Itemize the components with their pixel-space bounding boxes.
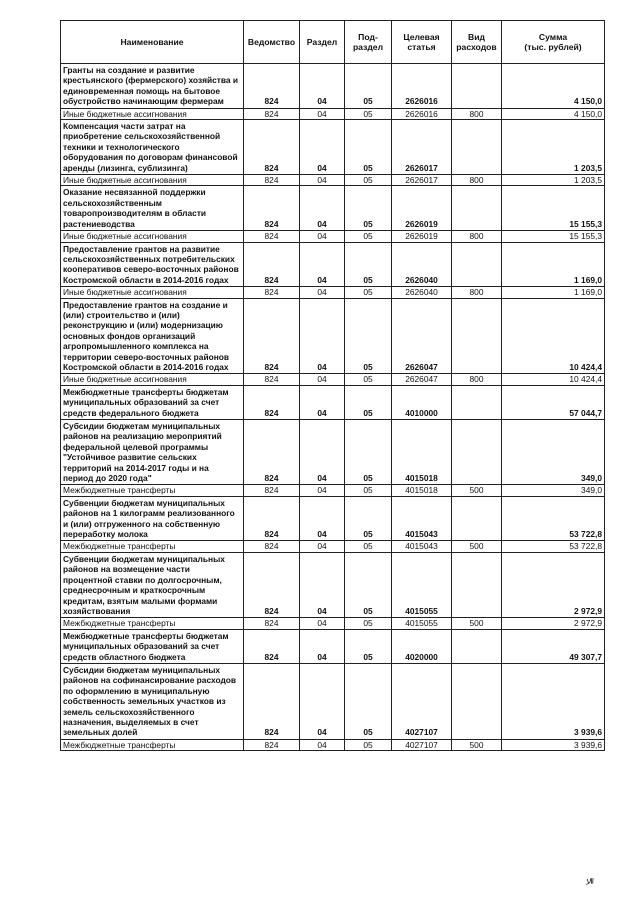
cell-subsection: 05	[345, 175, 392, 186]
cell-target: 4015043	[392, 541, 452, 552]
cell-dept: 824	[244, 64, 300, 109]
cell-dept: 824	[244, 618, 300, 629]
cell-subsection: 05	[345, 120, 392, 175]
table-row	[61, 186, 605, 231]
cell-dept: 824	[244, 739, 300, 750]
cell-subsection: 05	[345, 385, 392, 419]
header-type: Вид расходов	[452, 21, 502, 64]
cell-section: 04	[300, 186, 345, 231]
cell-section: 04	[300, 485, 345, 496]
cell-dept: 824	[244, 541, 300, 552]
cell-name: Иные бюджетные ассигнования	[61, 108, 244, 119]
cell-dept: 824	[244, 385, 300, 419]
table-row	[61, 552, 605, 617]
cell-target: 2626040	[392, 287, 452, 298]
cell-subsection: 05	[345, 618, 392, 629]
cell-sum: 57 044,7	[502, 385, 605, 419]
cell-dept: 824	[244, 374, 300, 385]
cell-subsection: 05	[345, 64, 392, 109]
cell-name: Иные бюджетные ассигнования	[61, 175, 244, 186]
cell-dept: 824	[244, 298, 300, 374]
cell-name: Гранты на создание и развитие крестьянского (фермерского) хозяйства и единовременная помощь на бытовое обустройство начинающим фермерам	[61, 64, 244, 109]
cell-subsection: 05	[345, 552, 392, 617]
cell-target: 2626016	[392, 108, 452, 119]
cell-target: 4015043	[392, 496, 452, 541]
cell-target: 4015055	[392, 618, 452, 629]
cell-target: 2626047	[392, 374, 452, 385]
cell-section: 04	[300, 175, 345, 186]
cell-dept: 824	[244, 108, 300, 119]
cell-section: 04	[300, 298, 345, 374]
cell-sum: 15 155,3	[502, 186, 605, 231]
header-section: Раздел	[300, 21, 345, 64]
cell-target: 2626016	[392, 64, 452, 109]
cell-target: 2626017	[392, 120, 452, 175]
cell-sum: 10 424,4	[502, 374, 605, 385]
cell-name: Межбюджетные трансферты	[61, 541, 244, 552]
cell-subsection: 05	[345, 739, 392, 750]
cell-name: Субсидии бюджетам муниципальных районов на реализацию мероприятий федеральной целевой программы "Устойчивое развитие сельских территорий на 2014-2017 годы и на период до 2020 года"	[61, 420, 244, 485]
table-row	[61, 108, 605, 119]
cell-target: 4020000	[392, 629, 452, 663]
cell-type	[452, 629, 502, 663]
cell-type	[452, 420, 502, 485]
cell-sum: 53 722,8	[502, 541, 605, 552]
cell-section: 04	[300, 618, 345, 629]
cell-dept: 824	[244, 242, 300, 287]
cell-name: Межбюджетные трансферты	[61, 618, 244, 629]
cell-dept: 824	[244, 231, 300, 242]
cell-target: 2626047	[392, 298, 452, 374]
cell-dept: 824	[244, 186, 300, 231]
cell-sum: 3 939,6	[502, 663, 605, 739]
cell-sum: 2 972,9	[502, 618, 605, 629]
cell-type	[452, 298, 502, 374]
cell-subsection: 05	[345, 287, 392, 298]
cell-section: 04	[300, 242, 345, 287]
cell-subsection: 05	[345, 420, 392, 485]
cell-subsection: 05	[345, 231, 392, 242]
cell-section: 04	[300, 374, 345, 385]
cell-dept: 824	[244, 175, 300, 186]
cell-sum: 1 203,5	[502, 175, 605, 186]
cell-type	[452, 242, 502, 287]
cell-name: Межбюджетные трансферты	[61, 739, 244, 750]
cell-name: Иные бюджетные ассигнования	[61, 374, 244, 385]
cell-subsection: 05	[345, 374, 392, 385]
cell-subsection: 05	[345, 485, 392, 496]
cell-target: 4015018	[392, 420, 452, 485]
cell-name: Предоставление грантов на развитие сельскохозяйственных потребительских кооперативов северо-восточных районов Костромской области в 2014-2016 годах	[61, 242, 244, 287]
cell-type: 500	[452, 541, 502, 552]
budget-table	[60, 20, 605, 751]
header-target: Целевая статья	[392, 21, 452, 64]
cell-dept: 824	[244, 552, 300, 617]
cell-sum: 15 155,3	[502, 231, 605, 242]
cell-subsection: 05	[345, 629, 392, 663]
cell-name: Межбюджетные трансферты бюджетам муниципальных образований за счет средств областного бюджета	[61, 629, 244, 663]
cell-dept: 824	[244, 120, 300, 175]
cell-type: 500	[452, 485, 502, 496]
cell-sum: 4 150,0	[502, 64, 605, 109]
cell-section: 04	[300, 120, 345, 175]
cell-type	[452, 385, 502, 419]
table-row	[61, 287, 605, 298]
cell-name: Компенсация части затрат на приобретение сельскохозяйственной техники и технологического оборудования по договорам финансовой аренды (лизинга, сублизинга)	[61, 120, 244, 175]
cell-type: 800	[452, 175, 502, 186]
cell-name: Оказание несвязанной поддержки сельскохозяйственным товаропроизводителям в области растениеводства	[61, 186, 244, 231]
table-row	[61, 496, 605, 541]
cell-name: Иные бюджетные ассигнования	[61, 231, 244, 242]
header-subsection: Под- раздел	[345, 21, 392, 64]
table-row	[61, 231, 605, 242]
cell-dept: 824	[244, 663, 300, 739]
cell-section: 04	[300, 629, 345, 663]
cell-section: 04	[300, 552, 345, 617]
table-row	[61, 541, 605, 552]
cell-type: 800	[452, 108, 502, 119]
cell-dept: 824	[244, 496, 300, 541]
cell-target: 2626017	[392, 175, 452, 186]
cell-sum: 2 972,9	[502, 552, 605, 617]
table-row	[61, 64, 605, 109]
cell-target: 2626019	[392, 231, 452, 242]
cell-subsection: 05	[345, 298, 392, 374]
cell-type: 800	[452, 374, 502, 385]
cell-sum: 53 722,8	[502, 496, 605, 541]
table-row	[61, 298, 605, 374]
cell-target: 4015055	[392, 552, 452, 617]
header-sum: Сумма (тыс. рублей)	[502, 21, 605, 64]
cell-name: Межбюджетные трансферты бюджетам муниципальных образований за счет средств федерального бюджета	[61, 385, 244, 419]
cell-dept: 824	[244, 485, 300, 496]
cell-subsection: 05	[345, 242, 392, 287]
table-row	[61, 739, 605, 750]
cell-dept: 824	[244, 629, 300, 663]
cell-type: 500	[452, 618, 502, 629]
table-row	[61, 385, 605, 419]
table-row	[61, 175, 605, 186]
cell-name: Предоставление грантов на создание и (или) строительство и (или) реконструкцию и (или) модернизацию основных фондов организаций агропромышленного комплекса на территории северо-восточных районов Костромской области в 2014-2016 годах	[61, 298, 244, 374]
cell-name: Субвенции бюджетам муниципальных районов на 1 килограмм реализованного и (или) отгруженного на собственную переработку молока	[61, 496, 244, 541]
cell-subsection: 05	[345, 496, 392, 541]
table-row	[61, 120, 605, 175]
cell-subsection: 05	[345, 663, 392, 739]
table-row	[61, 629, 605, 663]
table-row	[61, 663, 605, 739]
cell-target: 4010000	[392, 385, 452, 419]
cell-subsection: 05	[345, 108, 392, 119]
cell-sum: 1 169,0	[502, 242, 605, 287]
cell-subsection: 05	[345, 541, 392, 552]
cell-type: 800	[452, 231, 502, 242]
cell-sum: 1 203,5	[502, 120, 605, 175]
table-row	[61, 485, 605, 496]
cell-type	[452, 186, 502, 231]
cell-dept: 824	[244, 420, 300, 485]
cell-type	[452, 120, 502, 175]
cell-name: Межбюджетные трансферты	[61, 485, 244, 496]
handwritten-mark: ווע	[585, 875, 594, 887]
cell-dept: 824	[244, 287, 300, 298]
cell-sum: 49 307,7	[502, 629, 605, 663]
table-row	[61, 374, 605, 385]
cell-type: 500	[452, 739, 502, 750]
cell-type	[452, 663, 502, 739]
cell-sum: 4 150,0	[502, 108, 605, 119]
cell-name: Иные бюджетные ассигнования	[61, 287, 244, 298]
cell-target: 2626019	[392, 186, 452, 231]
header-dept: Ведомство	[244, 21, 300, 64]
cell-sum: 1 169,0	[502, 287, 605, 298]
table-row	[61, 618, 605, 629]
header-name: Наименование	[61, 21, 244, 64]
cell-sum: 349,0	[502, 420, 605, 485]
cell-section: 04	[300, 541, 345, 552]
cell-sum: 3 939,6	[502, 739, 605, 750]
cell-section: 04	[300, 287, 345, 298]
cell-section: 04	[300, 385, 345, 419]
cell-sum: 349,0	[502, 485, 605, 496]
cell-section: 04	[300, 420, 345, 485]
cell-target: 4027107	[392, 663, 452, 739]
cell-section: 04	[300, 64, 345, 109]
cell-type	[452, 496, 502, 541]
cell-section: 04	[300, 496, 345, 541]
table-header-row	[61, 21, 605, 64]
cell-section: 04	[300, 663, 345, 739]
cell-type	[452, 552, 502, 617]
cell-type: 800	[452, 287, 502, 298]
cell-sum: 10 424,4	[502, 298, 605, 374]
table-row	[61, 420, 605, 485]
cell-target: 2626040	[392, 242, 452, 287]
cell-name: Субсидии бюджетам муниципальных районов на софинансирование расходов по оформлению в муниципальную собственность земельных участков из земель сельскохозяйственного назначения, выделяемых в счет земельных долей	[61, 663, 244, 739]
cell-name: Субвенции бюджетам муниципальных районов на возмещение части процентной ставки по долгосрочным, среднесрочным и краткосрочным кредитам, взятым малыми формами хозяйствования	[61, 552, 244, 617]
cell-type	[452, 64, 502, 109]
cell-target: 4015018	[392, 485, 452, 496]
cell-section: 04	[300, 231, 345, 242]
cell-subsection: 05	[345, 186, 392, 231]
cell-section: 04	[300, 108, 345, 119]
table-row	[61, 242, 605, 287]
cell-section: 04	[300, 739, 345, 750]
cell-target: 4027107	[392, 739, 452, 750]
